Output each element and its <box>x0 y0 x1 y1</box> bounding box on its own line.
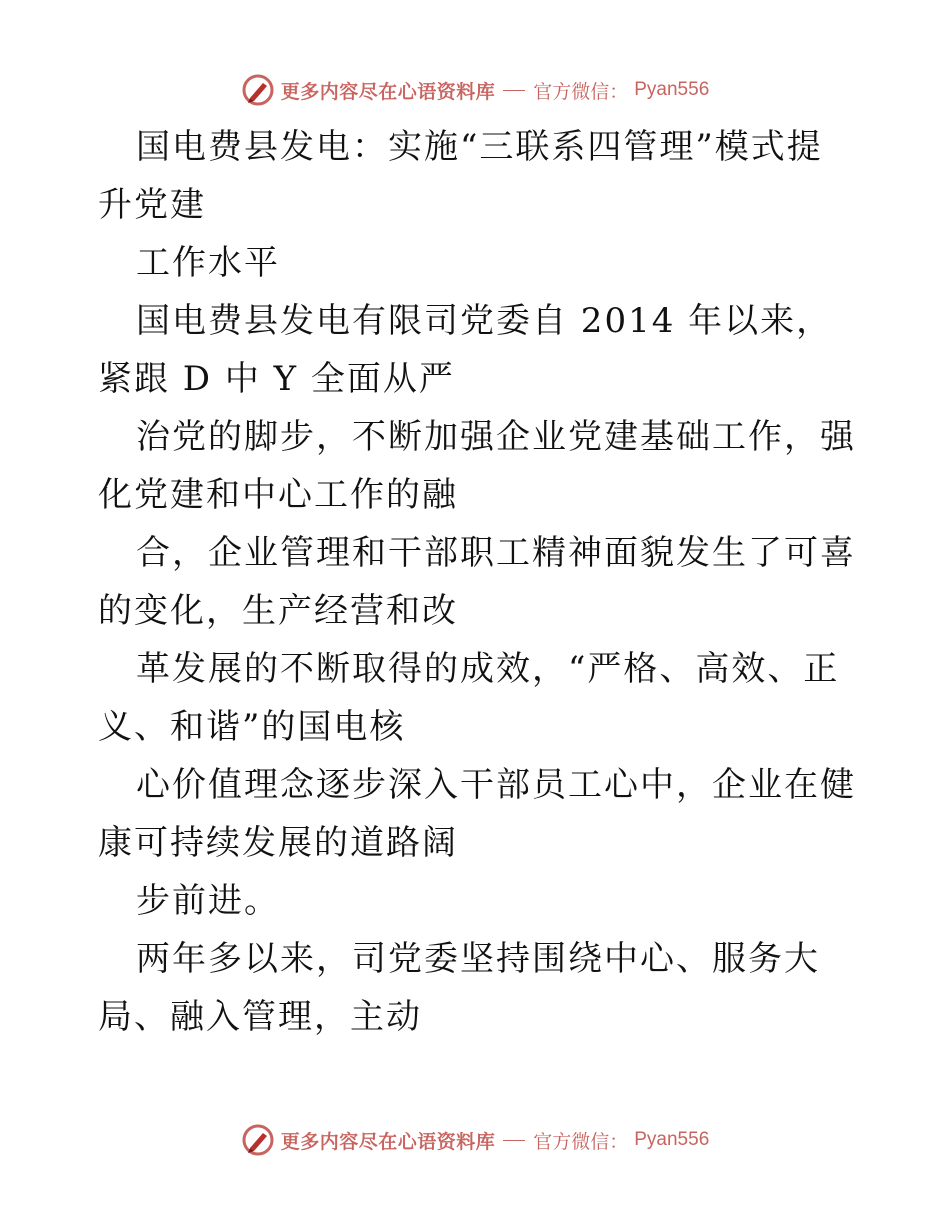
document-body <box>98 118 858 1046</box>
pen-logo-icon <box>241 1123 275 1157</box>
document-paragraph: 治党的脚步，不断加强企业党建基础工作，强化党建和中心工作的融 <box>98 417 856 515</box>
banner-text: 更多内容尽在心语资料库 <box>280 1130 496 1153</box>
banner-wechat-label: 官方微信： <box>533 80 629 103</box>
banner-dash <box>503 1140 525 1141</box>
banner-wechat-id: Pyan556 <box>634 79 710 100</box>
footer-watermark-banner <box>0 1120 950 1160</box>
document-paragraph: 革发展的不断取得的成效，“严格、高效、正 义、和谐”的国电核 <box>98 649 853 747</box>
banner-text: 更多内容尽在心语资料库 <box>280 80 496 103</box>
document-paragraph: 国电费县发电有限司党委自 2014 年以来，紧跟 D 中 Y 全面从严 <box>98 301 833 399</box>
banner-wechat-id: Pyan556 <box>634 1129 710 1150</box>
document-title-line1: 国电费县发电：实施“三联系四管理”模式提升党建 <box>98 127 823 225</box>
document-paragraph: 合，企业管理和干部职工精神面貌发生了可喜的变化，生产经营和改 <box>98 533 856 631</box>
document-paragraph: 心价值理念逐步深入干部员工心中，企业在健康可持续发展的道路阔 <box>98 765 856 863</box>
document-title-line2: 工作水平 <box>136 243 280 283</box>
banner-dash <box>503 90 525 91</box>
pen-logo-icon <box>241 73 275 107</box>
document-paragraph: 步前进。 <box>136 881 280 921</box>
header-watermark-banner <box>0 70 950 110</box>
document-paragraph: 两年多以来，司党委坚持围绕中心、服务大局、融入管理，主动 <box>98 939 820 1037</box>
banner-wechat-label: 官方微信： <box>533 1130 629 1153</box>
